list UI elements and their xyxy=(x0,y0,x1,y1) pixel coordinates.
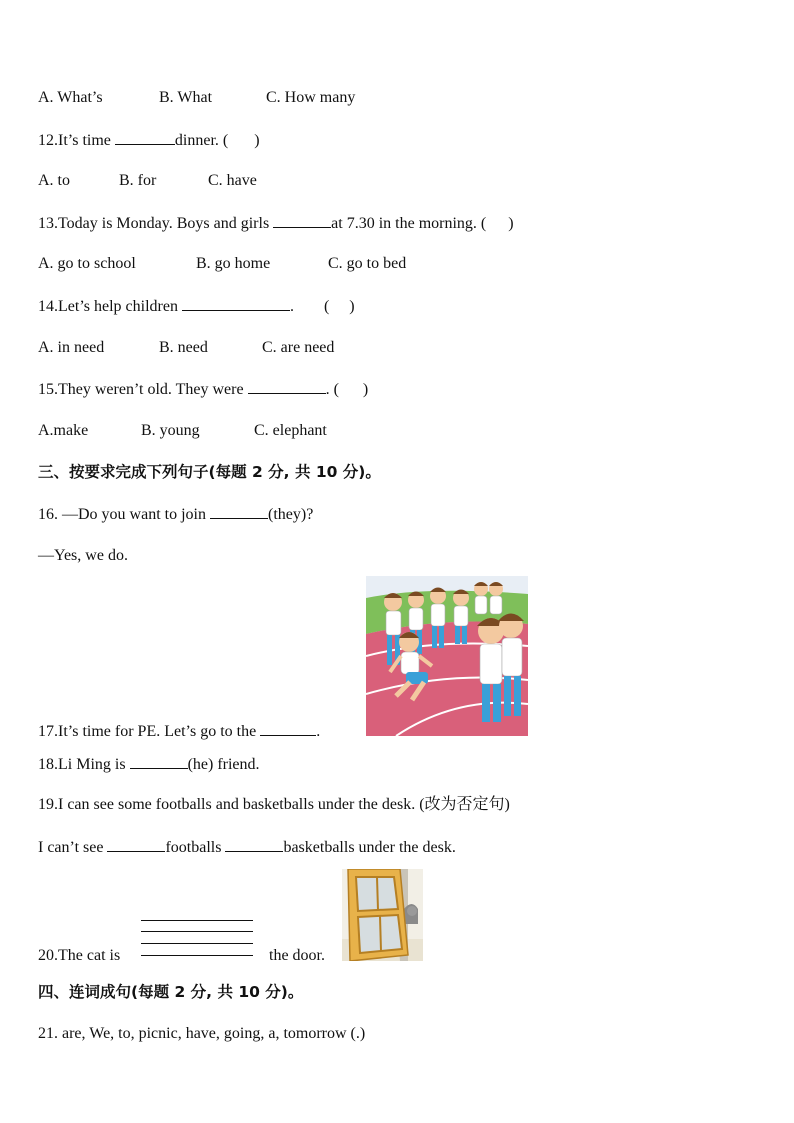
q16-answer: —Yes, we do. xyxy=(38,547,128,564)
q11-option-b: B. What xyxy=(159,89,213,106)
q20-answer-lines[interactable] xyxy=(141,918,253,956)
q12-text-post: dinner. ( xyxy=(174,132,229,149)
q16-text-post: (they)? xyxy=(268,506,314,523)
q14-option-b: B. need xyxy=(159,339,208,356)
q15-text-post: . ( xyxy=(325,381,339,398)
q15-text: 15.They weren’t old. They were xyxy=(38,381,248,398)
q19-answer-mid: footballs xyxy=(165,839,226,856)
q15-option-a: A.make xyxy=(38,422,89,439)
q13-blank[interactable] xyxy=(273,213,331,228)
q15-blank[interactable] xyxy=(248,379,326,394)
question-18 xyxy=(38,754,260,775)
q12-paren-end: ) xyxy=(254,132,260,149)
q17-blank[interactable] xyxy=(260,721,316,736)
q13-text: 13.Today is Monday. Boys and girls xyxy=(38,215,274,232)
q14-paren-start: ( xyxy=(323,298,330,315)
q19-blank-1[interactable] xyxy=(107,837,165,852)
q14-text: 14.Let’s help children xyxy=(38,298,182,315)
door-cat-illustration xyxy=(342,869,423,961)
question-19: 19.I can see some footballs and basketballs under the desk. (改为否定句) xyxy=(38,796,510,813)
q14-blank[interactable] xyxy=(182,296,290,311)
q13-text-post: at 7.30 in the morning. ( xyxy=(331,215,487,232)
q15-option-b: B. young xyxy=(141,422,200,439)
question-13 xyxy=(38,213,514,234)
q19-answer-pre: I can’t see xyxy=(38,839,108,856)
question-20 xyxy=(38,946,120,966)
q14-option-c: C. are need xyxy=(262,339,335,356)
question-16 xyxy=(38,504,313,525)
q18-blank[interactable] xyxy=(130,754,188,769)
q15-options xyxy=(38,421,327,441)
running-track-illustration xyxy=(366,576,528,736)
question-14 xyxy=(38,296,355,317)
q16-text: 16. —Do you want to join xyxy=(38,506,210,523)
q20-text-post: the door. xyxy=(269,947,325,964)
q13-option-a: A. go to school xyxy=(38,255,136,272)
q14-paren-end: ) xyxy=(349,298,355,315)
q12-options xyxy=(38,171,257,191)
q15-option-c: C. elephant xyxy=(254,422,327,439)
q13-option-c: C. go to bed xyxy=(328,255,407,272)
question-17 xyxy=(38,721,320,742)
q18-text: 18.Li Ming is xyxy=(38,756,130,773)
q13-options xyxy=(38,254,406,274)
q13-option-b: B. go home xyxy=(196,255,271,272)
foreground-children xyxy=(477,614,524,723)
q13-paren-end: ) xyxy=(508,215,514,232)
q11-options xyxy=(38,88,355,108)
q12-blank[interactable] xyxy=(115,130,175,145)
q12-option-a: A. to xyxy=(38,172,70,189)
q18-text-post: (he) friend. xyxy=(187,756,260,773)
question-21: 21. are, We, to, picnic, have, going, a, tomorrow (.) xyxy=(38,1025,366,1042)
section-4-heading: 四、连词成句(每题 2 分, 共 10 分)。 xyxy=(38,983,304,1001)
q14-options xyxy=(38,338,334,358)
q19-answer xyxy=(38,837,456,858)
question-12 xyxy=(38,130,260,151)
q19-answer-post: basketballs under the desk. xyxy=(283,839,456,856)
q15-paren-end: ) xyxy=(362,381,369,398)
question-15 xyxy=(38,379,368,400)
q17-text-post: . xyxy=(316,723,321,740)
q11-option-c: C. How many xyxy=(266,89,356,106)
q19-blank-2[interactable] xyxy=(225,837,283,852)
q17-text: 17.It’s time for PE. Let’s go to the xyxy=(38,723,261,740)
q11-option-a: A. What’s xyxy=(38,89,103,106)
q12-text: 12.It’s time xyxy=(38,132,115,149)
q14-text-post: . xyxy=(289,298,294,315)
q12-option-b: B. for xyxy=(119,172,157,189)
q20-text: 20.The cat is xyxy=(38,947,121,964)
section-3-heading: 三、按要求完成下列句子(每题 2 分, 共 10 分)。 xyxy=(38,463,381,481)
q14-option-a: A. in need xyxy=(38,339,105,356)
q12-option-c: C. have xyxy=(208,172,257,189)
q16-blank[interactable] xyxy=(210,504,268,519)
